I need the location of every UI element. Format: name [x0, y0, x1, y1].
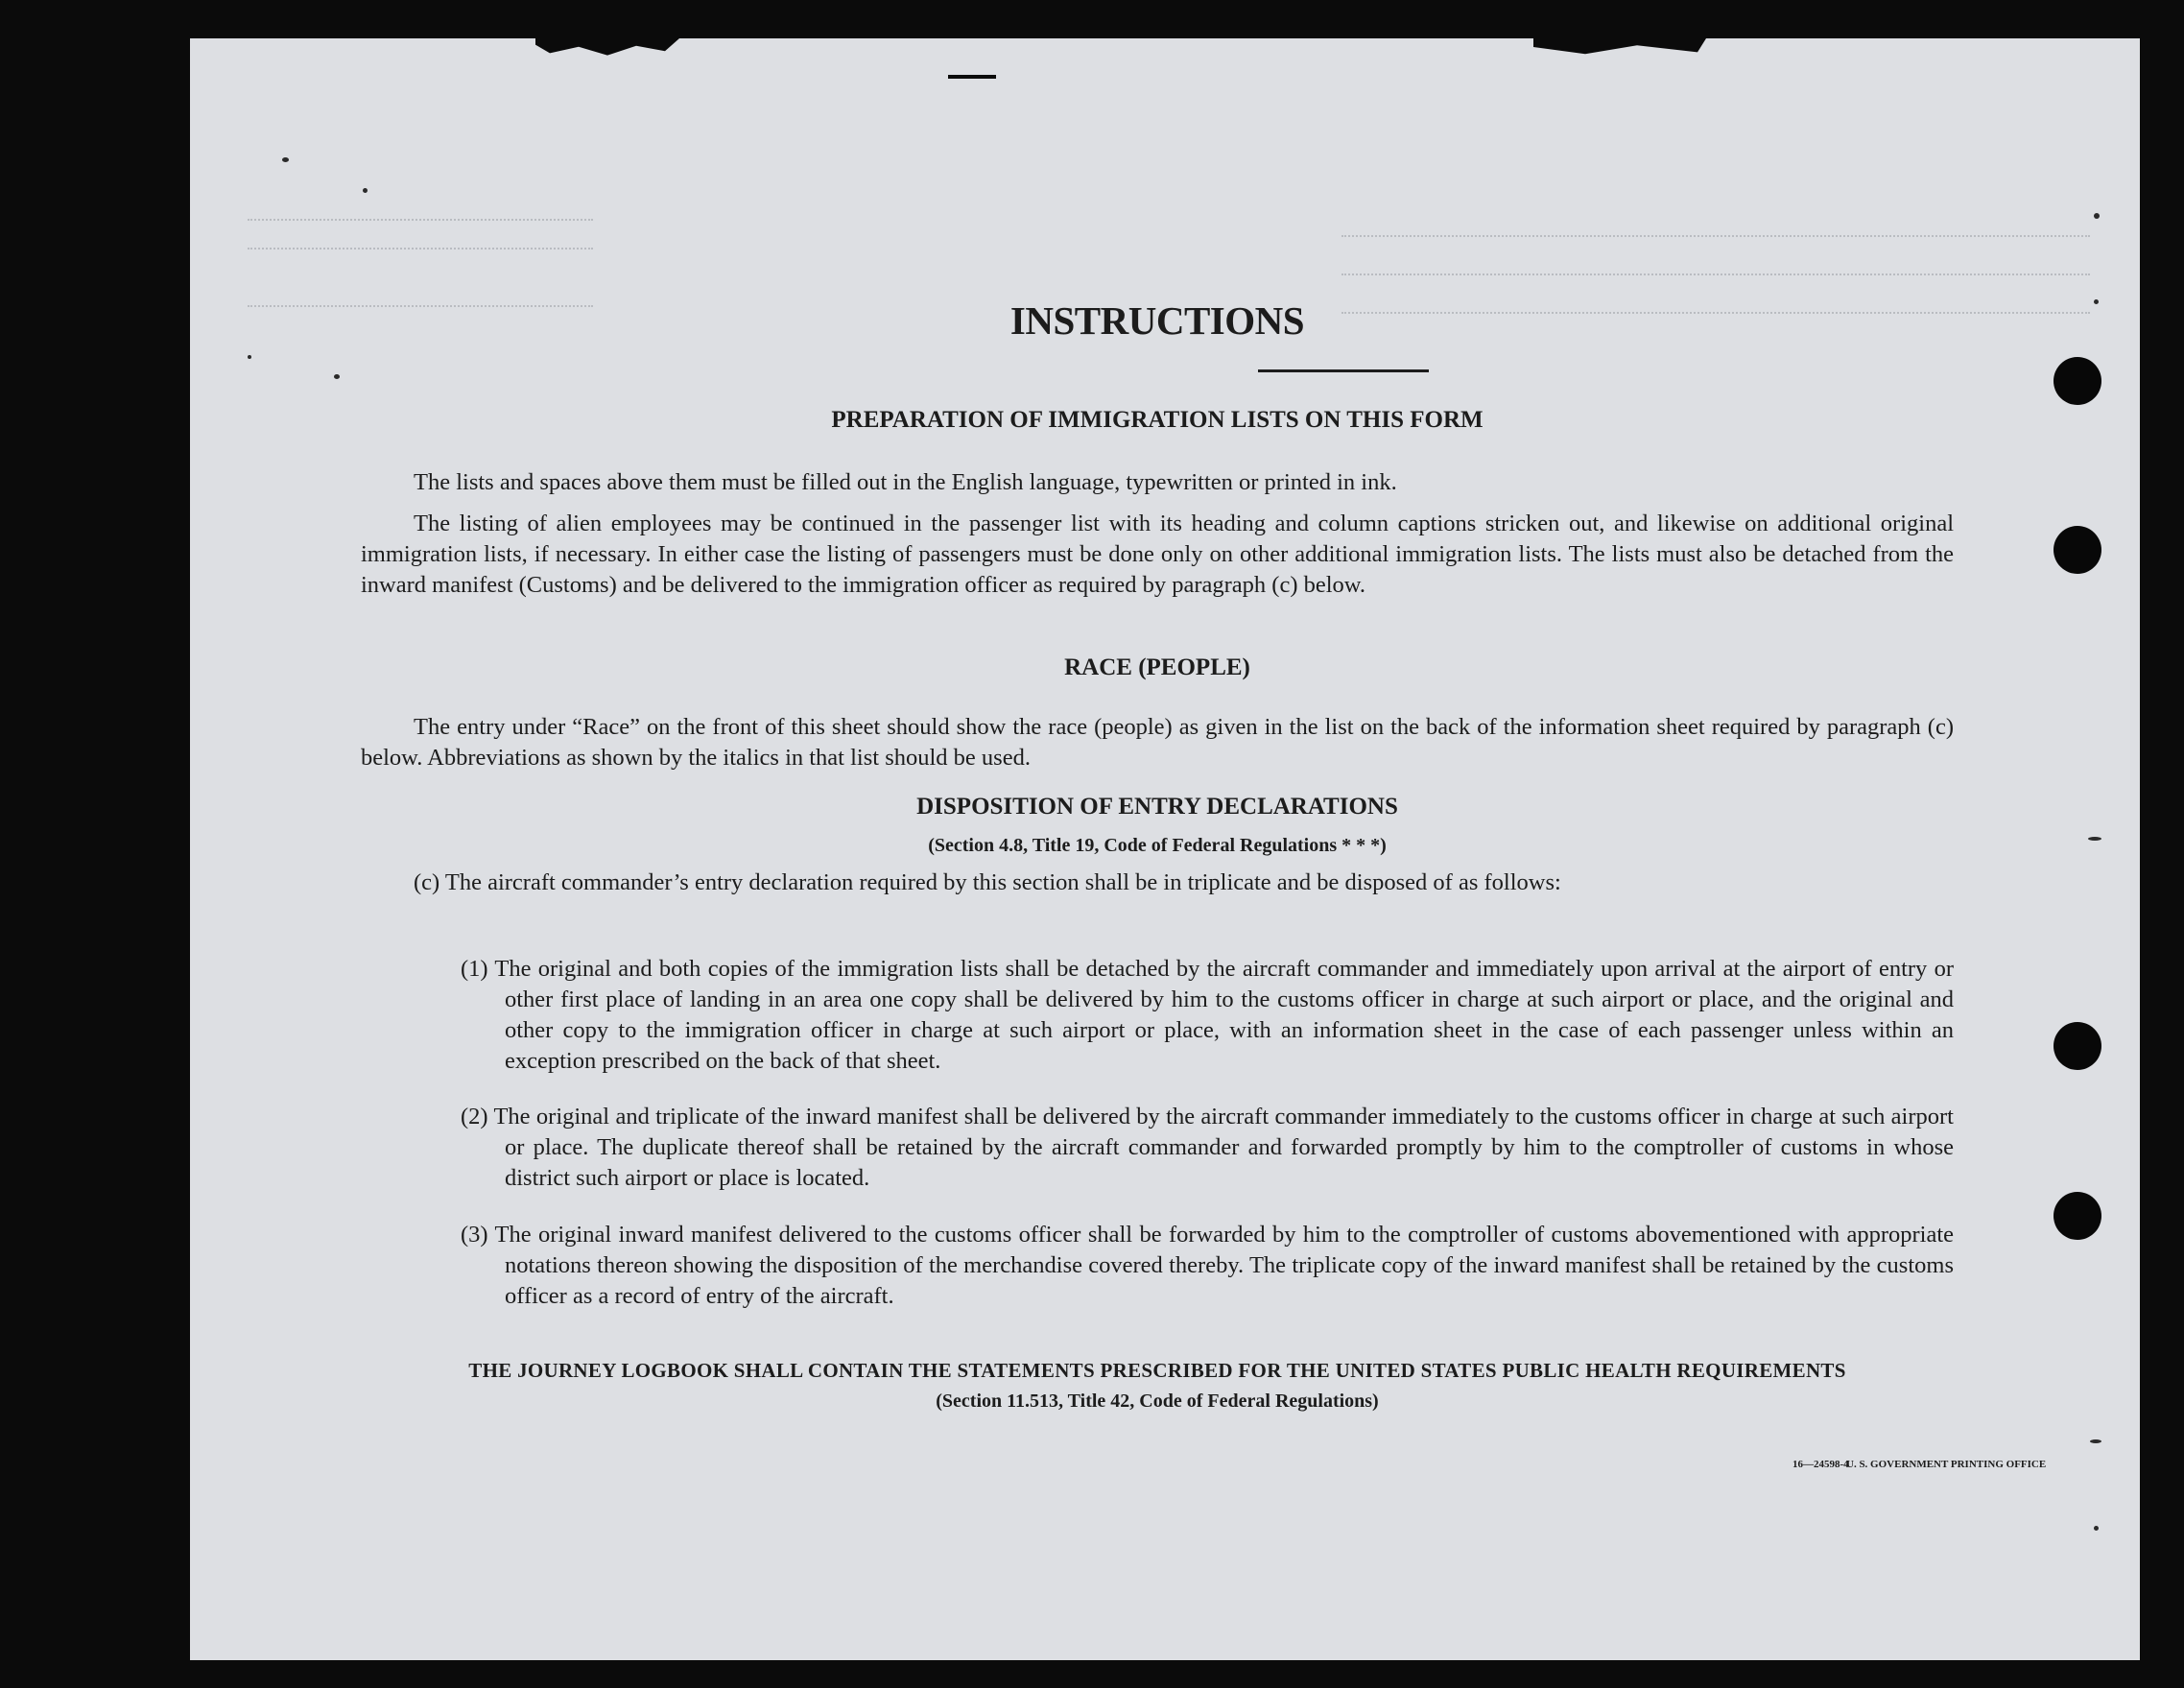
- footer-citation: (Section 11.513, Title 42, Code of Federal Regulations): [936, 1391, 1379, 1412]
- form-number: 16—24598-4: [1792, 1459, 1849, 1470]
- paragraph-alien-employees: The listing of alien employees may be continued in the passenger list with its heading and column captions stricken out, and likewise on additional original immigration lists, if necessary. In either case the listing of passengers must be done only on other additional immigration lists. The lists must also be detached from the inward manifest (Customs) and be delivered to the immigration officer as required by paragraph (c) below.: [361, 511, 1954, 598]
- subitem-1: (1) The original and both copies of the immigration lists shall be detached by the aircraft commander and immediately upon arrival at the airport of entry or other first place of landing in an area one copy shall be delivered by him to the customs officer in charge at such airport or place, and the original and other copy to the immigration officer in charge at such airport or place, with an information sheet in the case of each passenger unless within an exception prescribed on the back of that sheet.: [461, 956, 1954, 1074]
- footer-statement: THE JOURNEY LOGBOOK SHALL CONTAIN THE STATEMENTS PRESCRIBED FOR THE UNITED STATES PUBLIC HEALTH REQUIREMENTS: [468, 1359, 1846, 1382]
- paragraph-english-language: The lists and spaces above them must be filled out in the English language, typewritten or printed in ink.: [414, 469, 1397, 495]
- paragraph-race: The entry under “Race” on the front of this sheet should show the race (people) as given in the list on the back of the information sheet required by paragraph (c) below. Abbreviations as shown by the italics in that list should be used.: [361, 714, 1954, 771]
- citation-disposition: (Section 4.8, Title 19, Code of Federal Regulations * * *): [928, 835, 1387, 856]
- bleed-through-line: [1341, 273, 2090, 275]
- speck: [2090, 1439, 2101, 1443]
- torn-edge: [1533, 38, 1706, 56]
- printer-imprint: U. S. GOVERNMENT PRINTING OFFICE: [1846, 1459, 2047, 1470]
- heading-race: RACE (PEOPLE): [1064, 654, 1250, 680]
- title-underline: [1258, 369, 1429, 372]
- punch-hole: [2053, 1022, 2101, 1070]
- document-page: [190, 38, 2140, 1660]
- speck: [334, 374, 340, 379]
- speck: [282, 157, 289, 162]
- punch-hole: [2053, 357, 2101, 405]
- paragraph-c: (c) The aircraft commander’s entry declaration required by this section shall be in triplicate and be disposed of as follows:: [414, 869, 1561, 895]
- page-title: INSTRUCTIONS: [1009, 298, 1305, 343]
- subitem-3: (3) The original inward manifest delivered to the customs officer shall be forwarded by him to the comptroller of customs abovementioned with appropriate notations thereon showing the disposition of the merchandise covered thereby. The triplicate copy of the inward manifest shall be retained by the customs officer as a record of entry of the aircraft.: [461, 1222, 1954, 1309]
- speck: [363, 188, 368, 193]
- punch-hole: [2053, 526, 2101, 574]
- speck: [2094, 1526, 2099, 1531]
- speck: [2094, 213, 2100, 219]
- bleed-through-line: [248, 248, 593, 250]
- torn-edge: [535, 38, 679, 59]
- torn-edge: [948, 75, 996, 79]
- speck: [2088, 837, 2101, 841]
- speck: [248, 355, 251, 359]
- heading-preparation: PREPARATION OF IMMIGRATION LISTS ON THIS FORM: [831, 407, 1484, 433]
- bleed-through-line: [1341, 235, 2090, 237]
- heading-disposition: DISPOSITION OF ENTRY DECLARATIONS: [916, 794, 1398, 820]
- speck: [2094, 299, 2099, 304]
- subitem-2: (2) The original and triplicate of the inward manifest shall be delivered by the aircraft commander immediately to the customs officer in charge at such airport or place. The duplicate thereof shall be retained by the aircraft commander and forwarded promptly by him to the comptroller of customs in whose district such airport or place is located.: [461, 1104, 1954, 1191]
- punch-hole: [2053, 1192, 2101, 1240]
- bleed-through-line: [248, 219, 593, 221]
